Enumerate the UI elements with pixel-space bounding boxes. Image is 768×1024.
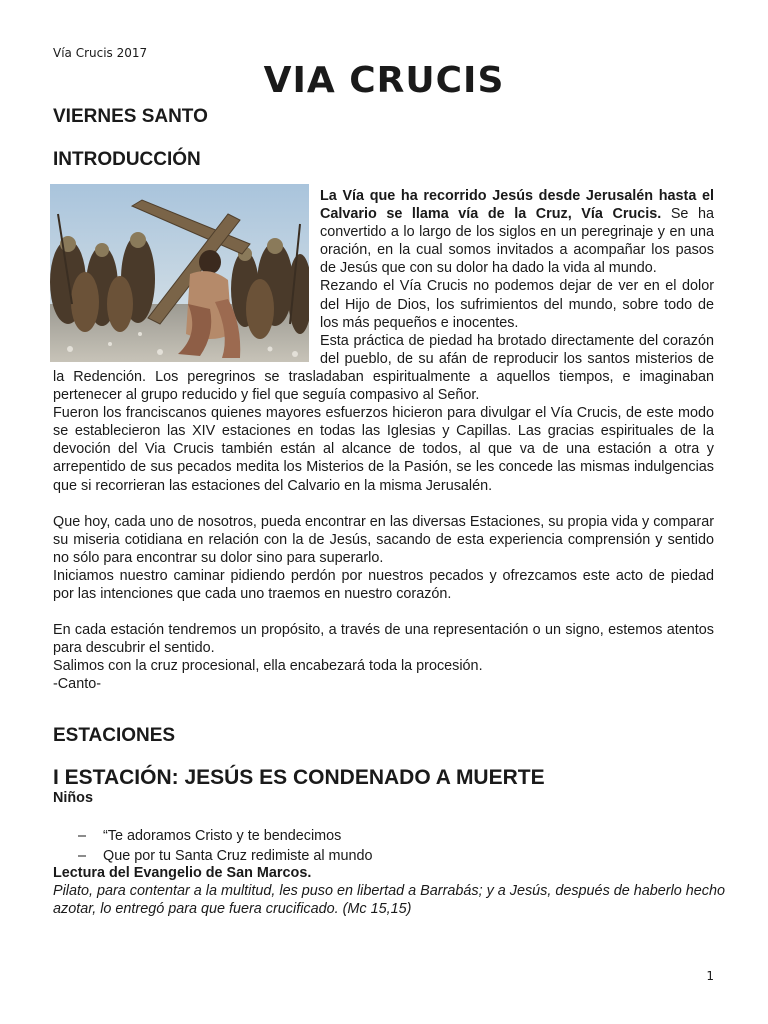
gospel-heading: Lectura del Evangelio de San Marcos. bbox=[53, 865, 312, 881]
intro-lead-bold: La Vía que ha recorrido Jesús desde Jerusalén hasta el Calvario se llama vía de la Cruz, Vía Crucis. bbox=[320, 188, 714, 223]
page-number: 1 bbox=[706, 969, 714, 983]
intro-canto: -Canto- bbox=[53, 676, 101, 693]
heading-estaciones: ESTACIONES bbox=[53, 725, 176, 746]
introduction-text bbox=[53, 187, 714, 693]
intro-paragraph-3: Esta práctica de piedad ha brotado directamente del corazón del pueblo, de su afán de reproducir los santos misterios de la Redención. Los peregrinos se trasladaban espiritualmente a aquellos tiempos, e imaginaban pertenecer al grupo reducido y fiel que seguía compasivo al Señor. bbox=[53, 332, 714, 404]
gospel-reading bbox=[53, 864, 733, 918]
heading-estacion-1: I ESTACIÓN: JESÚS ES CONDENADO A MUERTE bbox=[53, 766, 545, 789]
heading-introduccion: INTRODUCCIÓN bbox=[53, 149, 201, 170]
list-item: – Que por tu Santa Cruz redimiste al mundo bbox=[78, 847, 373, 867]
intro-lead-rest: Se ha convertido a lo largo de los siglos en un peregrinaje y en una oración, en la cual somos invitados a acompañar los pasos de Jesús que con su dolor ha dado la vida al mundo. bbox=[320, 206, 714, 277]
intro-paragraph-7: En cada estación tendremos un propósito, a través de una representación o un signo, estemos atentos para descubrir el sentido. bbox=[53, 622, 714, 657]
ninos-response-list bbox=[78, 827, 373, 866]
page-title: VIA CRUCIS bbox=[263, 60, 505, 101]
heading-viernes-santo: VIERNES SANTO bbox=[53, 106, 208, 127]
intro-paragraph-6: Iniciamos nuestro caminar pidiendo perdón por nuestros pecados y ofrezcamos este acto de piedad por las intenciones que cada uno traemos en nuestro corazón. bbox=[53, 567, 714, 602]
intro-paragraph-5: Que hoy, cada uno de nosotros, pueda encontrar en las diversas Estaciones, su propia vida y comparar su miseria cotidiana en relación con la de Jesús, sacando de esta experiencia comprensión y sentido no sólo para encontrar su dolor sino para superarlo. bbox=[53, 513, 714, 566]
intro-paragraph-2: Rezando el Vía Crucis no podemos dejar de ver en el dolor del Hijo de Dios, los sufrimientos del mundo, sobre todo de los más pequeños e inocentes. bbox=[320, 278, 714, 331]
running-header: Vía Crucis 2017 bbox=[53, 46, 148, 60]
intro-paragraph-8: Salimos con la cruz procesional, ella encabezará toda la procesión. bbox=[53, 658, 483, 675]
intro-paragraph-4: Fueron los franciscanos quienes mayores esfuerzos hicieron para divulgar el Vía Crucis, de este modo se establecieron las XIV estaciones en todas las Iglesias y Capillas. Las gracias espirituales de la devoción del Via Crucis también están al alcance de todos, al que va de una estación a otra y arrepentido de sus pecados medita los Misterios de la Pasión, se les concede las mismas indulgencias que si recorrieran las estaciones del Calvario en la misma Jerusalén. bbox=[53, 405, 714, 494]
heading-ninos: Niños bbox=[53, 790, 93, 806]
list-item: – “Te adoramos Cristo y te bendecimos bbox=[78, 827, 373, 847]
gospel-text: Pilato, para contentar a la multitud, les puso en libertad a Barrabás; y a Jesús, después de haberlo hecho azotar, lo entregó para que fuera crucificado. (Mc 15,15) bbox=[53, 883, 725, 917]
